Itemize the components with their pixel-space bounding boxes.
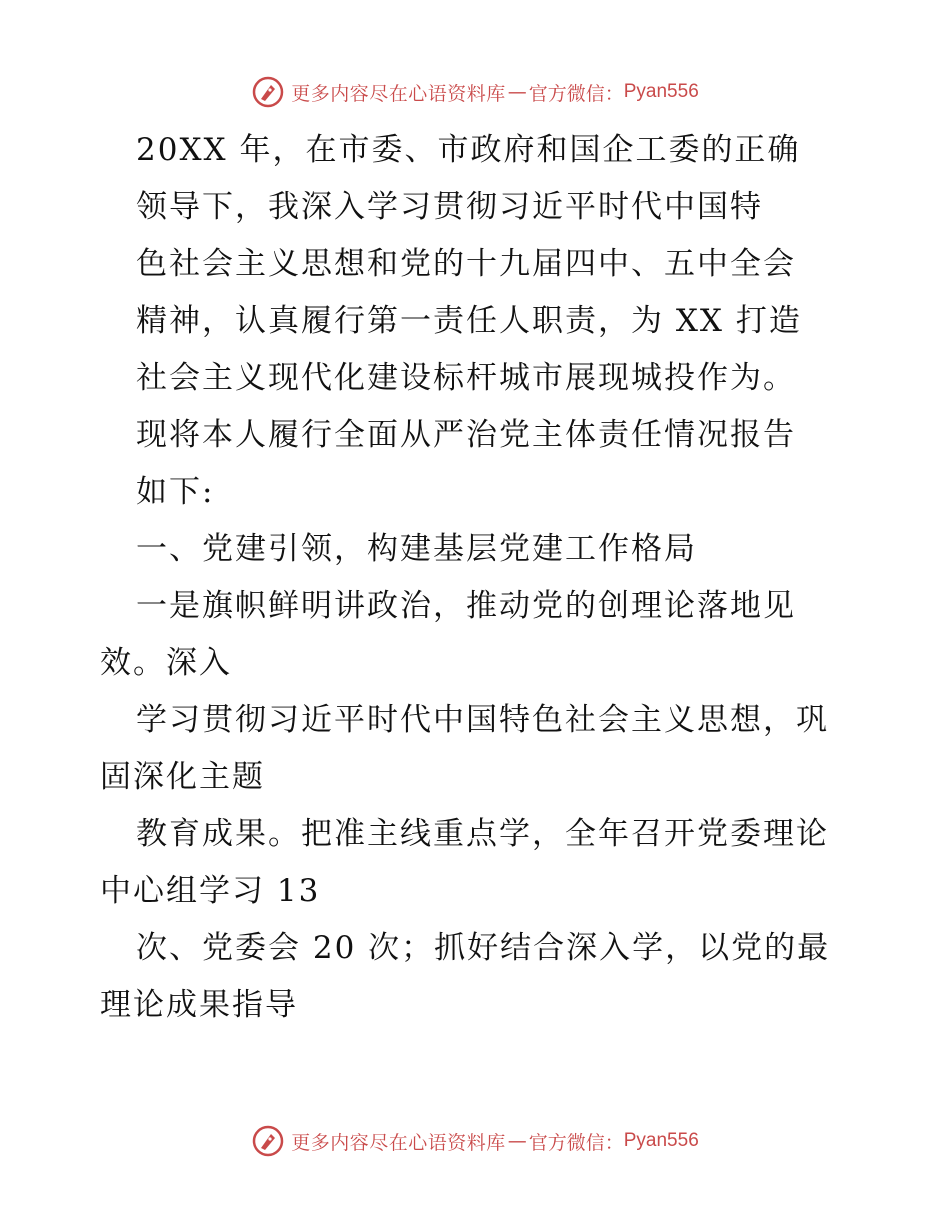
text-line: 20XX 年，在市委、市政府和国企工委的正确 bbox=[136, 132, 801, 168]
text-line: 社会主义现代化建设标杆城市展现城投作为。 bbox=[136, 360, 796, 396]
text-line: 如下: bbox=[136, 474, 215, 510]
footer-banner bbox=[0, 1121, 950, 1161]
text-line: 理论成果指导 bbox=[100, 987, 298, 1023]
text-line: 中心组学习 13 bbox=[100, 873, 321, 909]
text-line: 固深化主题 bbox=[100, 759, 265, 795]
banner-wechat-id: Pyan556 bbox=[623, 81, 699, 102]
banner-wechat-id: Pyan556 bbox=[623, 1130, 699, 1151]
text-line: 一是旗帜鲜明讲政治，推动党的创理论落地见 bbox=[136, 588, 796, 624]
text-line: 领导下，我深入学习贯彻习近平时代中国特 bbox=[136, 189, 763, 225]
header-banner bbox=[0, 72, 950, 112]
text-line: 色社会主义思想和党的十九届四中、五中全会 bbox=[136, 246, 796, 282]
banner-text: 更多内容尽在心语资料库 bbox=[291, 1131, 506, 1154]
text-line: 次、党委会 20 次；抓好结合深入学，以党的最 bbox=[136, 930, 831, 966]
pen-nib-logo-icon bbox=[251, 75, 285, 109]
banner-text: 更多内容尽在心语资料库 bbox=[291, 82, 506, 105]
banner-wechat-label: 官方微信： bbox=[528, 82, 624, 105]
banner-separator: — bbox=[507, 1130, 527, 1152]
text-line: 精神，认真履行第一责任人职责，为 XX 打造 bbox=[136, 303, 802, 339]
pen-nib-logo-icon bbox=[251, 1124, 285, 1158]
banner-wechat-label: 官方微信： bbox=[528, 1131, 624, 1154]
text-line: 教育成果。把准主线重点学，全年召开党委理论 bbox=[136, 816, 829, 852]
text-line: 现将本人履行全面从严治党主体责任情况报告 bbox=[136, 417, 796, 453]
document-body bbox=[100, 122, 860, 1034]
section-heading: 一、党建引领，构建基层党建工作格局 bbox=[136, 531, 697, 567]
text-line: 学习贯彻习近平时代中国特色社会主义思想，巩 bbox=[136, 702, 829, 738]
banner-separator: — bbox=[507, 81, 527, 103]
text-line: 效。深入 bbox=[100, 645, 232, 681]
